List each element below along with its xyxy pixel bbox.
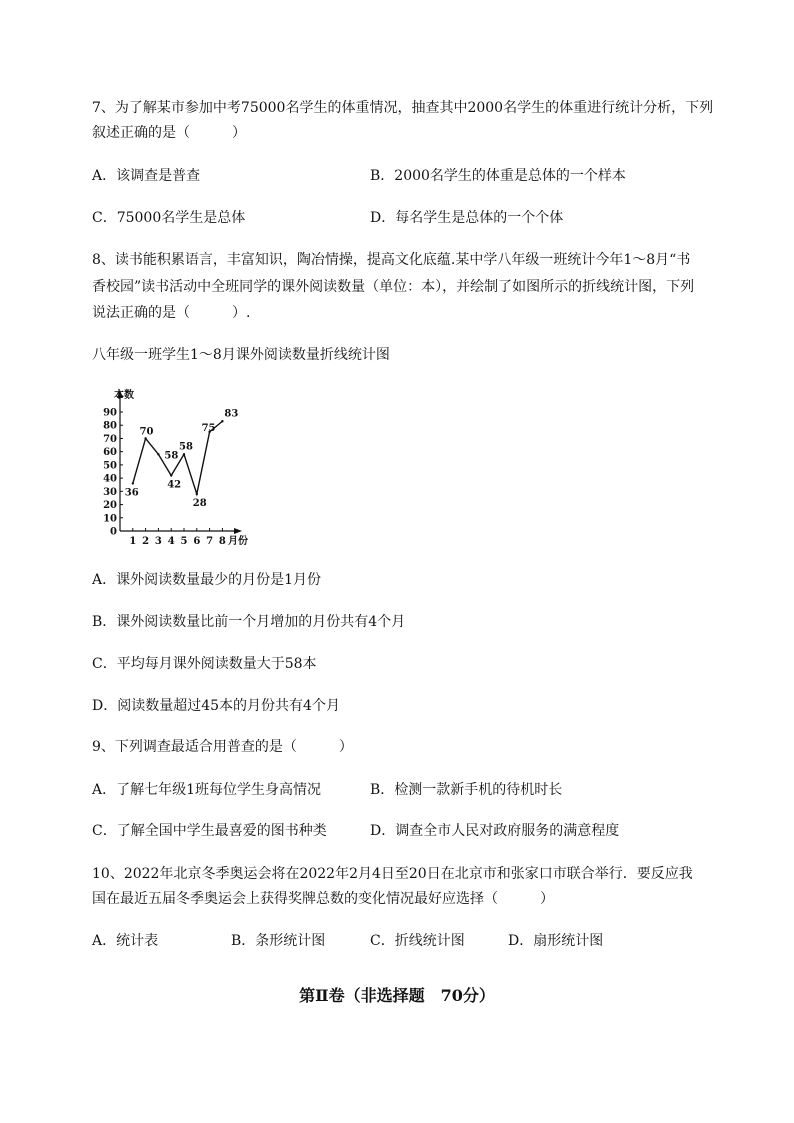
q9-option-b: B．检测一款新手机的待机时长 <box>370 782 563 798</box>
q8-option-d: D．阅读数量超过45本的月份共有4个月 <box>92 698 340 714</box>
q8-option-b: B．课外阅读数量比前一个月增加的月份共有4个月 <box>92 614 406 630</box>
q10-option-b: B．条形统计图 <box>231 933 326 949</box>
data-label: 42 <box>167 479 182 491</box>
q7-option-c: C．75000名学生是总体 <box>92 210 246 226</box>
x-tick-label: 4 <box>167 536 175 547</box>
x-tick-label: 3 <box>154 536 162 547</box>
q9-option-a: A．了解七年级1班每位学生身高情况 <box>92 782 322 798</box>
data-point <box>183 453 185 455</box>
data-label: 58 <box>179 441 193 453</box>
y-tick-label: 40 <box>103 473 117 485</box>
data-label: 83 <box>224 408 239 420</box>
q9-stem: 9、下列调查最适合用普查的是（ ） <box>92 739 353 755</box>
data-label: 28 <box>192 497 207 509</box>
data-label: 75 <box>201 422 216 434</box>
q10-option-d: D．扇形统计图 <box>508 933 604 949</box>
y-tick-label: 80 <box>103 420 117 432</box>
x-tick-label: 2 <box>142 536 150 547</box>
x-axis-arrow <box>234 528 242 534</box>
q10-option-c: C．折线统计图 <box>370 933 465 949</box>
x-tick-label: 1 <box>129 536 137 547</box>
q10-stem-line2: 国在最近五届冬季奥运会上获得奖牌总数的变化情况最好应选择（ ） <box>92 891 554 907</box>
y-tick-label: 0 <box>110 526 117 538</box>
data-label: 70 <box>139 426 154 438</box>
q7-option-a: A．该调查是普查 <box>92 168 201 184</box>
q8-stem-line3: 说法正确的是（ ）. <box>92 305 251 321</box>
data-label: 36 <box>124 487 139 499</box>
q9-option-d: D．调查全市人民对政府服务的满意程度 <box>370 823 620 839</box>
y-tick-label: 60 <box>103 447 117 459</box>
x-tick-label: 6 <box>193 536 201 547</box>
q7-stem-line2: 叙述正确的是（ ） <box>92 125 246 141</box>
data-label: 58 <box>164 450 179 462</box>
x-tick-label: 8 <box>218 536 226 547</box>
q8-stem-line2: 香校园”读书活动中全班同学的课外阅读数量（单位：本），并绘制了如图所示的折线统计图，下列 <box>92 279 695 295</box>
x-axis-title: 月份 <box>228 536 248 547</box>
data-point <box>170 474 172 476</box>
data-point <box>132 482 134 484</box>
q10-option-a: A．统计表 <box>92 933 159 949</box>
y-tick-label: 70 <box>103 433 117 445</box>
data-point <box>144 437 146 439</box>
q9-option-c: C．了解全国中学生最喜爱的图书种类 <box>92 823 327 839</box>
q7-stem-line1: 7、为了解某市参加中考75000名学生的体重情况，抽查其中2000名学生的体重进行统计分析，下列 <box>92 100 714 116</box>
y-tick-label: 20 <box>103 500 117 512</box>
section-title: 第Ⅱ卷（非选择题 70分） <box>299 986 495 1005</box>
q8-stem-line1: 8、读书能积累语言，丰富知识，陶冶情操，提高文化底蕴.某中学八年级一班统计今年1～8月“书 <box>92 252 691 268</box>
reading-line-chart <box>92 382 272 552</box>
y-tick-label: 30 <box>103 486 117 498</box>
data-point <box>157 453 159 455</box>
y-tick-label: 10 <box>103 513 117 525</box>
data-point <box>196 493 198 495</box>
y-axis-title: 本数 <box>114 390 134 401</box>
chart-caption: 八年级一班学生1～8月课外阅读数量折线统计图 <box>92 347 390 363</box>
q10-stem-line1: 10、2022年北京冬季奥运会将在2022年2月4日至20日在北京市和张家口市联合举行．要反应我 <box>92 866 693 882</box>
q7-option-b: B．2000名学生的体重是总体的一个样本 <box>370 168 626 184</box>
q8-option-a: A．课外阅读数量最少的月份是1月份 <box>92 572 322 588</box>
x-tick-label: 7 <box>206 536 214 547</box>
q8-option-c: C．平均每月课外阅读数量大于58本 <box>92 656 317 672</box>
y-tick-label: 50 <box>103 460 117 472</box>
x-tick-label: 5 <box>180 536 188 547</box>
y-tick-label: 90 <box>103 407 117 419</box>
q7-option-d: D．每名学生是总体的一个个体 <box>370 210 564 226</box>
data-point <box>221 420 223 422</box>
